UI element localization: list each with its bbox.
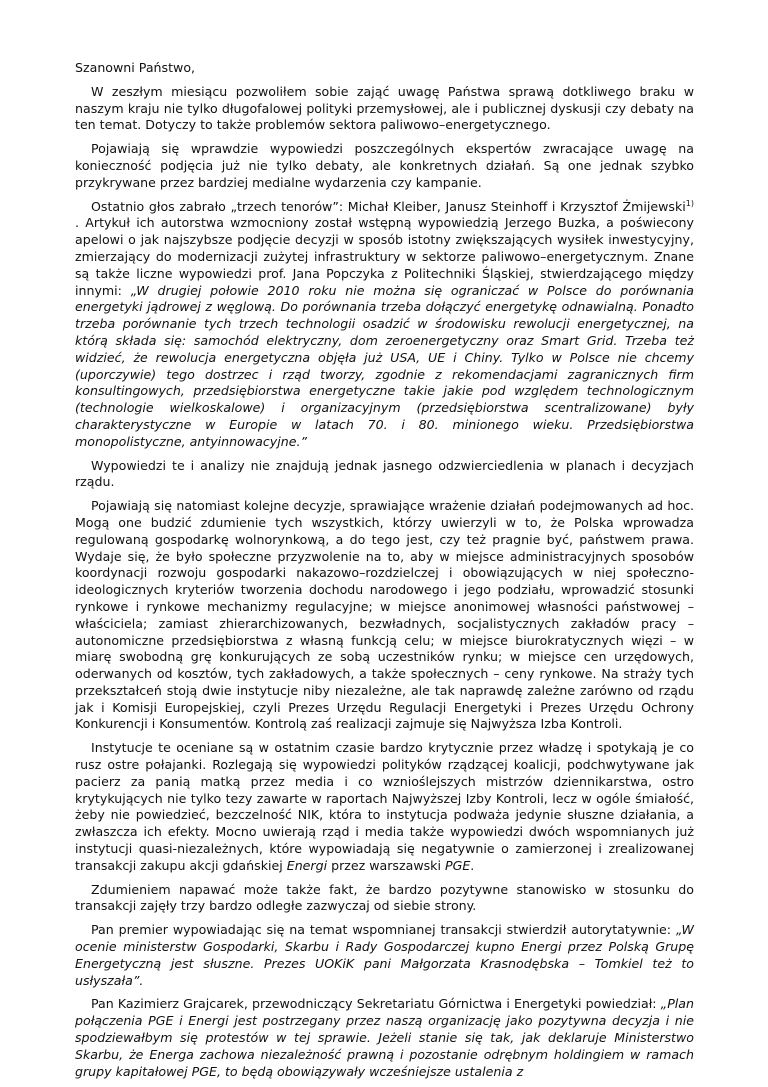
paragraph-9-intro: Pan Kazimierz Grajcarek, przewodniczący Sekretariatu Górnictwa i Energetyki powiedział: — [91, 996, 661, 1012]
paragraph-3 — [75, 199, 694, 451]
premier-quote: „W ocenie ministerstw Gospodarki, Skarbu i Rady Gospodarczej kupno Energi przez Polską Grupę Energetyczną jest słuszne. Prezes UOKiK pani Małgorzata Krasnodębska – Tomkiel też to usłyszała”. — [75, 922, 694, 988]
pge-name: PGE — [444, 857, 471, 873]
paragraph-3-intro: Ostatnio głos zabrało „trzech tenorów”: Michał Kleiber, Janusz Steinhoff i Krzysztof Żmijewski — [91, 198, 686, 214]
letter-body — [75, 60, 694, 1087]
paragraph-2: Pojawiają się wprawdzie wypowiedzi poszczególnych ekspertów zwracające uwagę na konieczność podjęcia już nie tylko debaty, ale konkretnych działań. Są one jednak szybko przykrywane przez bardziej medialne wydarzenia czy kampanie. — [75, 141, 694, 190]
popczyk-quote: „W drugiej połowie 2010 roku nie można się ograniczać w Polsce do porównania energetyki jądrowej z węglową. Do porównania trzeba dołączyć energetykę odnawialną. Ponadto trzeba porównanie tych trzech technologii osadzić w środowisku rewolucji energetycznej, na którą składa się: samochód elektryczny, dom zeroenergetyczny oraz Smart Grid. Trzeba też widzieć, że rewolucja energetyczna objęła już USA, UE i Chiny. Tylko w Polsce nie chcemy (uporczywie) tego dostrzec i rząd tworzy, zgodnie z rekomendacjami zagranicznych firm konsultingowych, przedsiębiorstwa energetyczne takie jakie pod względem technologicznym (technologie wielkoskalowe) i organizacyjnym (przedsiębiorstwa scentralizowane) były charakterystyczne w Europie w latach 70. i 80. minionego wieku. Przedsiębiorstwa monopolistyczne, antyinnowacyjne.” — [75, 282, 694, 449]
paragraph-6-mid: przez warszawski — [327, 857, 445, 873]
greeting: Szanowni Państwo, — [75, 60, 196, 75]
paragraph-6-body: Instytucje te oceniane są w ostatnim czasie bardzo krytycznie przez władzę i spotykają je co rusz ostre połajanki. Rozlegają się wypowiedzi polityków rządzącej koalicji, podchwytywane jak pacierz za panią matką przez media i co wznioślejszych mistrzów dziennikarstwa, ostro krytykujących nie tylko tezy zawarte w raportach Najwyższej Izby Kontroli, lecz w ogóle śmiałość, żeby nie powiedzieć, bezczelność NIK, która to instytucja podważa jedynie słuszne działania, a zwłaszcza ich efekty. Mocno uwierają rząd i media także wypowiedzi dwóch wspomnianych już instytucji quasi-niezależnych, które wypowiadają się negatywnie o zamierzonej i zrealizowanej transakcji zakupu akcji gdańskiej — [75, 740, 694, 873]
paragraph-9 — [75, 996, 694, 1080]
paragraph-5: Pojawiają się natomiast kolejne decyzje, sprawiające wrażenie działań podejmowanych ad hoc. Mogą one budzić zdumienie tych wszystkich, którzy uwierzyli w to, że Polska wprowadza regulowaną gospodarkę wolnorynkową, a do tego jest, czy też pragnie być, państwem prawa. Wydaje się, że było społeczne przyzwolenie na to, aby w miejsce administracyjnych sposobów koordynacji rozwoju gospodarki nakazowo–rozdzielczej i obowiązujących w niej społeczno-ideologicznych kryteriów tworzenia dochodu narodowego i jego podziału, wprowadzić stosunki rynkowe i rynkowe mechanizmy regulacyjne; w miejsce anonimowej własności państwowej – właściciela; zamiast zhierarchizowanych, bezwładnych, socjalistycznych zakładów pracy – autonomiczne przedsiębiorstwa z własną funkcją celu; w miejsce biurokratycznych więzi – w miarę swobodną grę konkurujących ze sobą uczestników rynku; w miejsce cen urzędowych, oderwanych od kosztów, tych zakładowych, a także społecznych – ceny rynkowe. Na straży tych przekształceń stoją dwie instytucje niby niezależne, ale tak naprawdę zależne zarówno od rządu jak i Komisji Europejskiej, czyli Prezes Urzędu Regulacji Energetyki i Prezes Urzędu Ochrony Konkurencji i Konsumentów. Kontrolą zaś realizacji zajmuje się Najwyższa Izba Kontroli. — [75, 498, 694, 732]
paragraph-7: Zdumieniem napawać może także fakt, że bardzo pozytywne stanowisko w stosunku do transakcji zajęły trzy bardzo odległe zazwyczaj od siebie strony. — [75, 881, 694, 914]
paragraph-1: W zeszłym miesiącu pozwoliłem sobie zająć uwagę Państwa sprawą dotkliwego braku w naszym kraju nie tylko długofalowej polityki przemysłowej, ale i publicznej dyskusji czy debaty na ten temat. Dotyczy to także problemów sektora paliwowo–energetycznego. — [75, 83, 694, 133]
paragraph-3-body: . Artykuł ich autorstwa wzmocniony został wstępną wypowiedzią Jerzego Buzka, a poświecony apelowi o jak najszybsze podjęcie decyzji w sposób istotny zwiększających wysiłek inwestycyjny, zmierzający do modernizacji zużytej infrastruktury w sektorze paliwowo–energetycznym. Znane są także liczne wypowiedzi prof. Jana Popczyka z Politechniki Śląskiej, stwierdzającego między innymi: — [75, 215, 694, 298]
paragraph-6-end: . — [470, 857, 475, 873]
paragraph-8-intro: Pan premier wypowiadając się na temat wspomnianej transakcji stwierdził autorytatywnie: — [91, 922, 676, 938]
energa-name: Energi — [286, 857, 328, 873]
grajcarek-quote: „Plan połączenia PGE i Energi jest postrzegany przez naszą organizację jako pozytywna decyzja i nie spodziewałbym się protestów w tej sprawie. Jeżeli stanie się tak, jak deklaruje Ministerstwo Skarbu, że Energa zachowa niezależność prawną i pozostanie odrębnym holdingiem w ramach grupy kapitałowej PGE, to będą obowiązywały wcześniejsze ustalenia z — [75, 996, 694, 1079]
paragraph-4: Wypowiedzi te i analizy nie znajdują jednak jasnego odzwierciedlenia w planach i decyzjach rządu. — [75, 457, 694, 490]
paragraph-8 — [75, 922, 694, 989]
paragraph-6 — [75, 740, 694, 874]
footnote-marker: 1) — [685, 198, 694, 208]
